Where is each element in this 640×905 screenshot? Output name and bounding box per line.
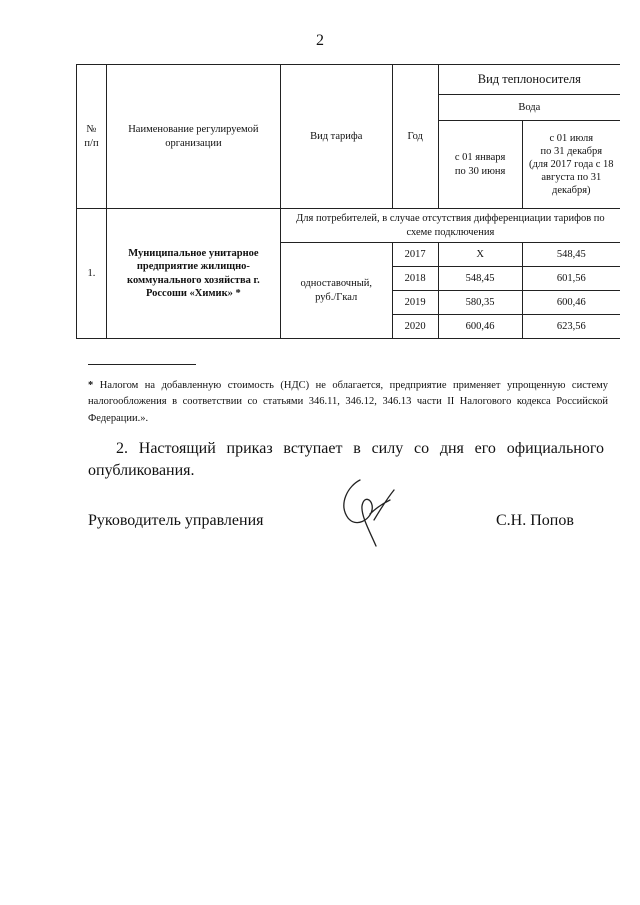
tariff-type: одноставочный, руб./Гкал bbox=[280, 243, 392, 339]
handwritten-signature bbox=[330, 470, 420, 550]
footnote bbox=[88, 378, 608, 427]
signatory-title: Руководитель управления bbox=[88, 512, 264, 529]
year-cell: 2020 bbox=[392, 315, 438, 339]
footnote-text: Налогом на добавленную стоимость (НДС) не облагается, предприятие применяет упрощенную систему налогообложения в соответствии со статьями 346.11, 346.12, 346.13 части II Налогового кодекса Российской Федерации.». bbox=[88, 380, 608, 424]
value-first-half: 580,35 bbox=[438, 291, 522, 315]
value-first-half: 548,45 bbox=[438, 267, 522, 291]
header-number: № п/п bbox=[77, 65, 107, 209]
value-first-half: 600,46 bbox=[438, 315, 522, 339]
value-second-half: 548,45 bbox=[522, 243, 620, 267]
organization-name: Муниципальное унитарное предприятие жилищно-коммунального хозяйства г. Россоши «Химик» * bbox=[106, 209, 280, 339]
signatory-name: С.Н. Попов bbox=[496, 512, 574, 529]
row-number: 1. bbox=[77, 209, 107, 339]
header-period-first-half: с 01 января по 30 июня bbox=[438, 121, 522, 209]
tariff-table bbox=[76, 64, 620, 339]
header-water: Вода bbox=[438, 95, 620, 121]
year-cell: 2017 bbox=[392, 243, 438, 267]
value-second-half: 600,46 bbox=[522, 291, 620, 315]
value-second-half: 601,56 bbox=[522, 267, 620, 291]
header-heat-carrier: Вид теплоносителя bbox=[438, 65, 620, 95]
clause-effective-date: 2. Настоящий приказ вступает в силу со дня его официального опубликования. bbox=[88, 440, 604, 480]
year-cell: 2019 bbox=[392, 291, 438, 315]
footnote-marker: * bbox=[88, 380, 94, 391]
value-second-half: 623,56 bbox=[522, 315, 620, 339]
page-number: 2 bbox=[316, 32, 324, 49]
header-organization: Наименование регулируемой организации bbox=[106, 65, 280, 209]
value-first-half: X bbox=[438, 243, 522, 267]
header-period-second-half: с 01 июля по 31 декабря (для 2017 года с 18 августа по 31 декабря) bbox=[522, 121, 620, 209]
footnote-divider bbox=[88, 364, 196, 365]
year-cell: 2018 bbox=[392, 267, 438, 291]
header-year: Год bbox=[392, 65, 438, 209]
consumers-note: Для потребителей, в случае отсутствия дифференциации тарифов по схеме подключения bbox=[280, 209, 620, 243]
header-tariff-type: Вид тарифа bbox=[280, 65, 392, 209]
